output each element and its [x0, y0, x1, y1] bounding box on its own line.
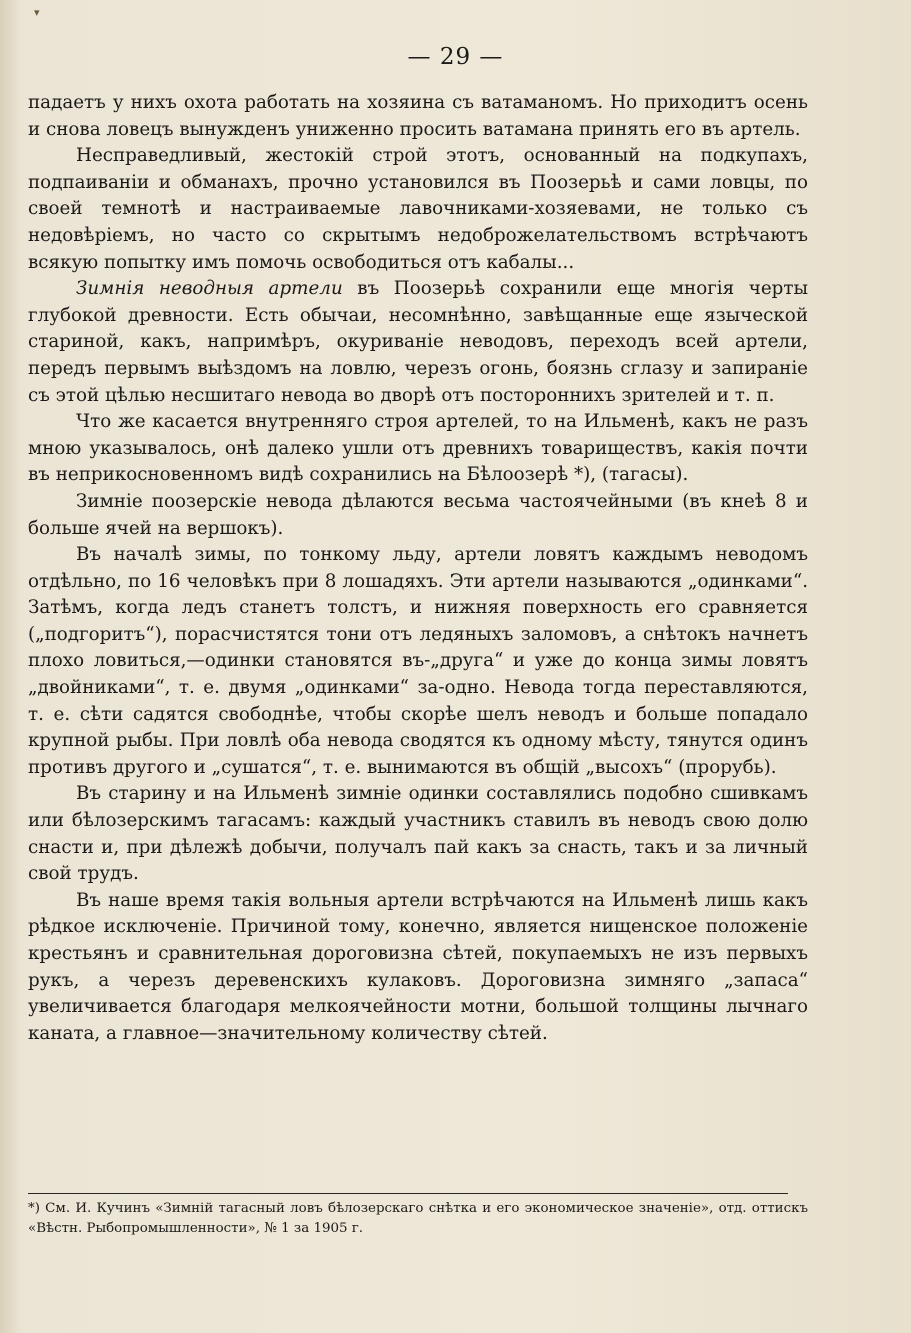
paragraph: [28, 409, 808, 489]
paragraph: [28, 143, 808, 276]
paragraph-text: Зимніе поозерскіе невода дѣлаются весьма частоячейными (въ кнеѣ 8 и больше ячей на вершокъ).: [28, 490, 808, 539]
paragraph-text: въ Поозерьѣ сохранили еще многія черты глубокой древности. Есть обычаи, несомнѣнно, завѣщанные еще языческой стариной, какъ, напримѣръ, окуриваніе неводовъ, переходъ всей артели, передъ первымъ выѣздомъ на ловлю, черезъ огонь, боязнь сглазу и запираніе съ этой цѣлью несшитаго невода во дворѣ отъ постороннихъ зрителей и т. п.: [28, 278, 809, 406]
paragraph: [28, 542, 808, 781]
paragraph: [28, 90, 808, 143]
paragraph-text: Въ наше время такія вольныя артели встрѣчаются на Ильменѣ лишь какъ рѣдкое исключеніе. Причиной тому, конечно, является нищенское положеніе крестьянъ и сравнительная дороговизна сѣтей, покупаемыхъ не изъ первыхъ рукъ, а черезъ деревенскихъ кулаковъ. Дороговизна зимняго „запаса“ увеличивается благодаря мелкоячейности мотни, большой толщины лычнаго каната, а главное—значительному количеству сѣтей.: [28, 889, 808, 1044]
paragraph-text: Въ старину и на Ильменѣ зимніе одинки составлялись подобно сшивкамъ или бѣлозерскимъ тагасамъ: каждый участникъ ставилъ въ неводъ свою долю снасти и, при дѣлежѣ добычи, получалъ пай какъ за снасть, такъ и за личный свой трудъ.: [28, 783, 808, 885]
paragraph-text: Что же касается внутренняго строя артелей, то на Ильменѣ, какъ не разъ мною указывалось, онѣ далеко ушли отъ древнихъ товариществъ, какія почти въ неприкосновенномъ видѣ сохранились на Бѣлоозерѣ *), (тагасы).: [28, 411, 808, 486]
paragraph: [28, 781, 808, 887]
paragraph-text: Несправедливый, жестокій строй этотъ, основанный на подкупахъ, подпаиваніи и обманахъ, прочно установился въ Поозерьѣ и сами ловцы, по своей темнотѣ и настраиваемые лавочниками-хозяевами, не только съ недовѣріемъ, но часто со скрытымъ недоброжелательствомъ встрѣчаютъ всякую попытку имъ помочь освободиться отъ кабалы...: [28, 145, 808, 273]
footnote-divider: [28, 1193, 788, 1194]
body-text: [28, 90, 808, 1047]
paragraph: [28, 888, 808, 1048]
paragraph: [28, 276, 808, 409]
paragraph: [28, 489, 808, 542]
page-number: — 29 —: [407, 44, 504, 70]
footnote: *) См. И. Кучинъ «Зимній тагасный ловъ бѣлозерскаго снѣтка и его экономическое значеніе», отд. оттискъ «Вѣстн. Рыбопромышленности», № 1 за 1905 г.: [28, 1201, 808, 1236]
paragraph-text: Въ началѣ зимы, по тонкому льду, артели ловятъ каждымъ неводомъ отдѣльно, по 16 человѣкъ при 8 лошадяхъ. Эти артели называются „одинками“. Затѣмъ, когда ледъ станетъ толстъ, и нижняя поверхность его сравняется („подгоритъ“), порасчистятся тони отъ ледяныхъ заломовъ, а снѣтокъ начнетъ плохо ловиться,—одинки становятся въ-„друга“ и уже до конца зимы ловятъ „двойниками“, т. е. двумя „одинками“ за-одно. Невода тогда переставляются, т. е. сѣти садятся свободнѣе, чтобы скорѣе шелъ неводъ и больше попадало крупной рыбы. При ловлѣ оба невода сводятся къ одному мѣсту, тянутся одинъ противъ другого и „сушатся“, т. е. вынимаются въ общій „высохъ“ (прорубь).: [28, 544, 808, 778]
italic-phrase: Зимнія неводныя артели: [76, 278, 343, 300]
ink-mark: ▾: [34, 6, 40, 19]
paragraph-text: падаетъ у нихъ охота работать на хозяина съ ватаманомъ. Но приходитъ осень и снова ловецъ вынужденъ униженно просить ватамана принять его въ артель.: [28, 92, 808, 140]
